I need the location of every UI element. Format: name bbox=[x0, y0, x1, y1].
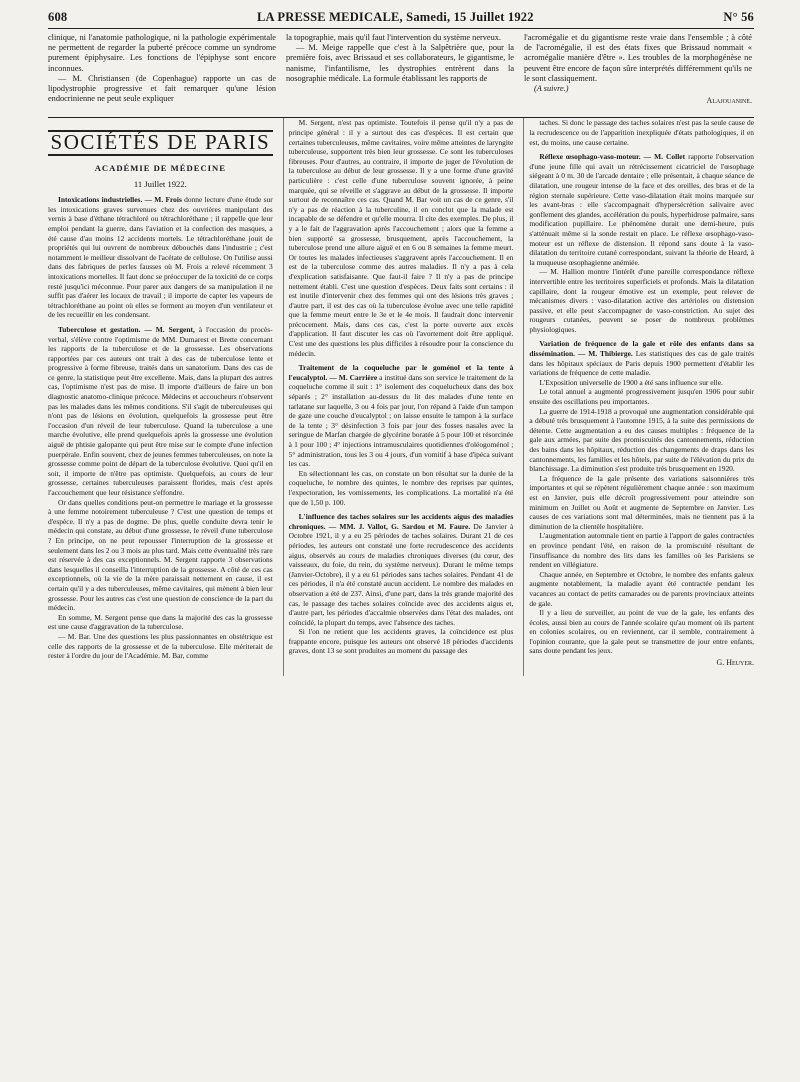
article-heading: Réflexe œsophago-vaso-moteur. — M. Collet bbox=[539, 152, 686, 162]
author-signature bbox=[529, 658, 754, 668]
main-columns bbox=[48, 118, 754, 675]
article-paragraph bbox=[529, 531, 754, 569]
article-paragraph bbox=[529, 474, 754, 532]
article-text: donne lecture d'une étude sur les intoxications graves survenues chez des ouvrières manipulant des vernis à base d'éthane tétrachloré ou tétrachloréthane ; il rappelle que leur emploi pendant la guerre, dans l'aviation et la confection des masques, a été cause d'au moins 12 accidents mortels. Le tétrachloréthane jouit de propriétés qui lui ouvrent de nombreux débouchés dans l'industrie ; c'est notamment le meilleur dissolvant de l'acétate de cellulose. On l'utilise aussi dans des fabriques de perles fausses où M. Frois a relevé récemment 3 intoxications mortelles. Il faut donc se préoccuper de la toxicité de ce corps resté jusqu'ici méconnue. Pour parer aux dangers de sa manipulation il ne suffit pas d'aérer les locaux de travail ; il importe de capter les vapeurs de tétrachloréthane au point où elles se forment au moyen d'un ventilateur et de les recueillir en les condensant. bbox=[48, 195, 273, 320]
article-paragraph bbox=[289, 512, 514, 627]
article-text: Chaque année, en Septembre et Octobre, le nombre des enfants galeux augmente notablement, la maladie ayant été contractée pendant les vacances au contact de petits camarades ou de parents provinciaux atteints de gale. bbox=[529, 569, 755, 608]
column-1 bbox=[48, 118, 273, 675]
article-text: Il y a lieu de surveiller, au point de vue de la gale, les enfants des écoles, aussi bien au cours de l'année scolaire qu'au moment où ils partent en colonies scolaires, ou en reviennent, car il semble, contrairement à l'opinion courante, que la gale peut se transmettre de jour entre enfants, sans doute pendant les jeux. bbox=[529, 608, 755, 656]
article-paragraph bbox=[529, 152, 754, 267]
article-text: Les statistiques des cas de gale traités dans les hôpitaux spéciaux de Paris depuis 1900 permettent d'établir les variations de fréquence de cette maladie. bbox=[529, 349, 755, 378]
article-heading: Intoxications industrielles. — M. Frois bbox=[58, 195, 182, 205]
article-paragraph bbox=[529, 608, 754, 656]
article-heading: Traitement de la coqueluche par le goménol et la tente à l'eucalyptol. — M. Carrière bbox=[288, 363, 514, 382]
article-paragraph bbox=[529, 570, 754, 608]
article-text: a institué dans son service le traitement de la coqueluche comme il suit : 1° isolement des coquelucheux dans des box séparés ; 2° installation au-dessus du lit des malades d'une tente en tarlatane sur laquelle, 3 ou 4 fois par jour, l'on répand à l'aide d'un tampon de gaze une couche d'eucalyptol ; on laisse ensuite le tampon à la surface de la tente ; 3° désinfection 3 fois par jour des fosses nasales avec la seringue de Marfan chargée de glycérine boratée à 5 pour 100 et résorcinée à 1 pour 100 ; 4° injections intramusculaires quotidiennes d'oléogoménol ; 5° administration, tous les 3 ou 4 jours, d'un vomitif à base d'ipéca suivant les cas. bbox=[288, 372, 514, 469]
article-paragraph bbox=[529, 378, 754, 388]
article-paragraph bbox=[48, 195, 273, 320]
article-paragraph bbox=[529, 118, 754, 147]
article-text: — M. Bar. Une des questions les plus passionnantes en obstétrique est celle des rapports de la grossesse et de la tuberculose. Elle mériterait de rester à l'ordre du jour de l'Académie. M. Bar, comme bbox=[48, 631, 273, 661]
article-text: La fréquence de la gale présente des variations saisonnières très importantes et qui se répètent régulièrement chaque année : son maximum est en Janvier, puis elle décroît progressivement pour atteindre son minimum en Juillet ou Août et augmente de Septembre en Janvier. Les causes de ces variations sont mal déterminées, mais ne tiennent pas à la diminution de la clientèle hospitalière. bbox=[529, 473, 755, 531]
continued-article bbox=[48, 29, 754, 114]
journal-title: LA PRESSE MEDICALE, Samedi, 15 Juillet 1922 bbox=[257, 10, 534, 24]
article-text: L'Exposition universelle de 1900 a été sans influence sur elle. bbox=[539, 377, 723, 387]
academy-heading: ACADÉMIE DE MÉDECINE bbox=[94, 163, 226, 174]
author-signature: Alajouanine. bbox=[706, 96, 752, 106]
article-paragraph bbox=[48, 632, 273, 661]
article-paragraph bbox=[289, 469, 514, 507]
paragraph: l'acromégalie et du gigantisme reste vraie dans l'ensemble ; à côté de l'acromégalie, il est des états fixes que Brissaud nommait « acromégalie manière d'être ». Les troubles de la morphogénèse ne peuvent être encore de façon sûre interprétés différemment qu'ils ne le sont classiquement. bbox=[524, 33, 752, 83]
article-text: à l'occasion du procès-verbal, s'élève contre l'optimisme de MM. Dumarest et Brette concernant les rapports de la tuberculose et de la grossesse. Les observations rapportées par ces auteurs ont trait à des cas de tuberculose lente et progressive à forme fibreuse, traités dans un sanatorium. Dans des cas de ce genre, la statistique peut être excellente. Mais, dans la plupart des autres cas, l'optimisme n'est pas de mise. Il importe d'ailleurs de faire un bon diagnostic anatomo-clinique précoce. Médecins et accoucheurs n'observent pas les malades dans les mêmes conditions. S'il s'agit de tuberculeuses qui n'ont pas de lésions en évolution, quelquefois la grossesse peut être l'occasion d'un réveil de leur tuberculose. Quand la tuberculose a une marche évolutive, elle prend quelquefois après la grossesse une évolution aiguë de phtisie galopante qui peut être mise sur le compte d'une infection puerpérale. Enfin souvent, chez de jeunes femmes tuberculeuses, on note la grossesse comme point de départ de la tuberculose évolutive. Quoi qu'il en soit, il importe de n'être pas optimiste. Quelquefois, au cours de leur grossesse, certaines tuberculeuses paraissent florides, mais c'est après l'accouchement que leur résistance s'effondre. bbox=[48, 324, 273, 498]
article-text: La guerre de 1914-1918 a provoqué une augmentation considérable qui a débuté très brusquement à l'automne 1915, à la suite des permissions de détente. Cette augmentation a eu des causes multiples : fréquence de la gale aux armées, par suite des promiscuités des cantonnements, réduction des bains dans les hôpitaux, réduction des changements de draps dans les cantonnements, les familles et les hôtels, par suite de l'élévation du prix du blanchissage. La diminution s'est produite très brusquement en 1920. bbox=[529, 406, 755, 474]
article-text: — M. Hallion montre l'intérêt d'une pareille correspondance réflexe intervertible entre les territoires superficiels et profonds. Mais la dilatation capillaire, dont la rougeur émotive est un exemple, peut relever de mécanismes divers : vaso-dilatation active des artérioles ou distension passive, et elle peut s'accompagner de vaso-constriction. Au sujet des rougeurs cutanées, peuvent se poser de nombreux problèmes physiologiques. bbox=[529, 267, 755, 334]
article-paragraph bbox=[48, 325, 273, 498]
article-text: Or dans quelles conditions peut-on permettre le mariage et la grossesse à une femme notoirement tuberculeuse ? C'est une question de temps et d'espèce. Il n'y a pas de dogme. De plus, quelle conduite devra tenir le médecin qui constate, au début d'une grossesse, le réveil d'une tuberculose ? En principe, on ne peut repousser l'interruption de la grossesse et seulement dans les 2 ou 3 mois au plus tard. Mais cette éventualité très rare est réservée à des cas exceptionnels. M. Sergent rapporte 3 observations dans lesquelles il conseilla l'interruption de la grossesse. A côté de ces cas exceptionnels, où la vie de la mère paraissait nettement en cause, il est certain qu'il y a des tuberculeuses, même cavitaires, qui mènent à bien leur grossesse. Pour les autres cas c'est une question de conscience de la part du médecin. bbox=[48, 497, 273, 613]
article-heading: Variation de fréquence de la gale et rôle des enfants dans sa dissémination. — M. Thibierge. bbox=[529, 339, 755, 359]
section-title: SOCIÉTÉS DE PARIS bbox=[48, 130, 273, 156]
article-text: M. Sergent, n'est pas optimiste. Toutefois il pense qu'il n'y a pas de principe général : il y a surtout des cas d'espèces. Il est certain que certaines tuberculeuses, même cavitaires, voire même atteintes de laryngite tuberculeuse, supportent très bien leur grossesse. Ce sont les tuberculoses fibreuses. Pour d'autres, au contraire, il importe de juger de l'évolution de la tuberculose au début de leur grossesse. Il y a une forme d'une gravité particulière : c'est celle d'une tuberculose souvent ignorée, à peine marquée, qui se réveille et s'aggrave au début de la grossesse. Il importe surtout de reconnaître ces cas. Quand M. Bar voit un cas de ce genre, s'il n'y a pas de réaction à la tuberculine, il en conclut que la malade est incapable de se défendre et qu'elle mourra. Il cite des exemples. De plus, il y a le fait de l'aggravation après l'accouchement ; alors que la femme a bien supporté sa grossesse, brusquement, après l'accouchement, la tuberculose prend une allure aiguë et en 6 ou 8 semaines la femme meurt. Or toutes les malades infectieuses s'aggravent après l'accouchement. Il en est de la tuberculose comme des autres maladies. Il n'y a pas à cela d'explication satisfaisante. Que faut-il faire ? Il n'y a pas de principe nettement établi. C'est une question d'espèces. Deux faits sont certains : il est inutile d'intervenir chez des femmes qui ont des lésions très graves ; d'autre part, il est des cas où la tuberculose évolue avec une telle rapidité que la femme meurt entre le 3e et le 4e mois. Il faudrait donc intervenir précocement. Mais, dans ces cas, c'est la porte ouverte aux excès d'application. Il faut discuter les cas où l'avortement doit être appliqué. C'est une des questions les plus difficiles à résoudre pour la conscience du médecin. bbox=[288, 118, 514, 358]
paragraph: la topographie, mais qu'il faut l'intervention du système nerveux. bbox=[286, 33, 501, 42]
session-date: 11 Juillet 1922. bbox=[133, 178, 187, 189]
article-text: En sélectionnant les cas, on constate un bon résultat sur la durée de la coqueluche, le nombre des quintes, le nombre des reprises par quintes, l'expectoration, les vomissements, les complications. La mortalité n'a été que de 1,50 p. 100. bbox=[288, 468, 514, 507]
article-paragraph bbox=[289, 627, 514, 656]
article-text: Le total annuel a augmenté progressivement jusqu'en 1906 pour subir ensuite des oscillations peu importantes. bbox=[529, 387, 755, 407]
article-text: Si l'on ne retient que les accidents graves, la coïncidence est plus frappante encore, puisque les auteurs ont observé 18 périodes d'accidents graves, dont 13 se sont produites au moment du passage des bbox=[288, 627, 514, 656]
article-text: En somme, M. Sergent pense que dans la majorité des cas la grossesse est une cause d'aggravation de la tuberculose. bbox=[48, 612, 273, 632]
article-heading: Tuberculose et gestation. — M. Sergent, bbox=[58, 324, 195, 334]
column-3 bbox=[523, 118, 754, 675]
paragraph: — M. Meige rappelle que c'est à la Salpêtrière que, pour la première fois, avec Brissaud et ses collaborateurs, le gigantisme, le nanisme, l'infantilisme, les dystrophies entrèrent dans la nosographie médicale. La formule établissant les rapports de bbox=[286, 43, 514, 83]
article-paragraph bbox=[48, 613, 273, 632]
article-paragraph bbox=[529, 407, 754, 474]
paragraph: clinique, ni l'anatomie pathologique, ni la pathologie expérimentale ne permettent de regarder la puberté précoce comme un syndrome purement épiphysaire. Les fonctions de l'épiphyse sont encore inconnues. bbox=[48, 33, 276, 73]
article-text: De Janvier à Octobre 1921, il y a eu 25 périodes de taches solaires. Durant 21 de ces périodes, les auteurs ont constaté une forte recrudescence des accidents aigus, observés au cours de maladies chroniques diverses (du cœur, des vaisseaux, du foie, du rein, du système nerveux). Durant le même temps (Janvier-Octobre), il y a eu 61 périodes sans taches solaires. Pendant 41 de ces périodes, il n'a été constaté aucun accident. Le nombre des malades en observation a été de 237. Ainsi, d'une part, dans la très grande majorité des cas, le passage des taches solaires coïncide avec des accidents aigus et, d'autre part, les périodes d'accalmie observées dans l'état des malades, ont coïncidé, la plupart du temps, avec l'absence des taches. bbox=[288, 521, 514, 627]
article-paragraph bbox=[529, 339, 754, 377]
top-column-1 bbox=[48, 33, 276, 114]
top-column-2 bbox=[286, 33, 514, 114]
article-text: taches. Si donc le passage des taches solaires n'est pas la seule cause de la recrudescence ou de l'apparition inexpliquée d'états pathologiques, il en est, du moins, une cause certaine. bbox=[529, 118, 755, 147]
paragraph: — M. Christiansen (de Copenhague) rapporte un cas de lipodystrophie progressive et fait remarquer qu'une lésion endocrinienne ne peut seule expliquer bbox=[48, 73, 276, 104]
article-heading: L'influence des taches solaires sur les accidents aigus des maladies chroniques. — MM. J. Vallot, G. Sardou et M. Faure. bbox=[288, 512, 514, 531]
page-number: 608 bbox=[48, 10, 68, 24]
article-text: rapporte l'observation d'une jeune fille qui avait un rétrécissement cicatriciel de l'œsophage siégeant à 0 m. 30 de l'arcade dentaire ; elle présentait, à chaque séance de dilatation, une rougeur intense de la face et des oreilles, des bras et de la région sternale supérieure. Cette vaso-dilatation était moins marquée sur les avant-bras : elle s'accompagnait d'hypersécrétion salivaire avec gonflement des glandes, accélération du pouls, hyperhidrose palmaire, sans modification pupillaire. Le phénomène durait une demi-heure, puis s'atténuait même si la sonde restait en place. Le réflexe œsophago-vaso-moteur est un réflexe de distension. Il répond sans doute à la vaso-dilatation du territoire cutané correspondant, suivant la théorie de Heard, à la muqueuse œsophagienne anémiée. bbox=[529, 152, 755, 267]
column-2 bbox=[283, 118, 514, 675]
article-paragraph bbox=[529, 267, 754, 334]
article-text: G. Heuyer. bbox=[716, 658, 755, 668]
article-paragraph bbox=[529, 387, 754, 406]
to-be-continued: (A suivre.) bbox=[534, 84, 569, 94]
article-paragraph bbox=[289, 363, 514, 469]
top-column-3 bbox=[524, 33, 752, 114]
page-header bbox=[48, 10, 754, 29]
article-text: L'augmentation automnale tient en partie à l'apport de gales contractées en province pendant l'été, en raison de la promiscuité résultant de l'insuffisance du nombre des lits dans les familles où les Parisiens se rendent en villégiature. bbox=[529, 531, 755, 570]
article-paragraph bbox=[289, 118, 514, 358]
article-paragraph bbox=[48, 498, 273, 613]
issue-number: N° 56 bbox=[723, 10, 754, 24]
